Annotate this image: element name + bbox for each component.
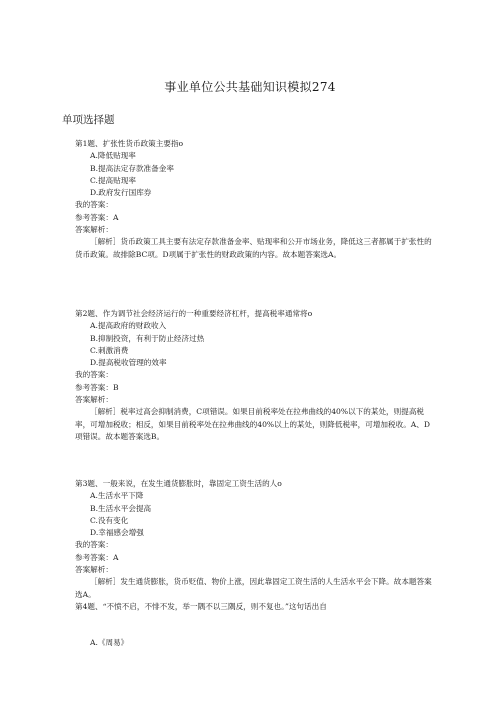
- analysis-label: 答案解析：: [75, 565, 113, 575]
- option-a: A.降低贴现率: [90, 151, 136, 161]
- option-b: B.生活水平会提高: [90, 503, 152, 513]
- reference-answer: 参考答案：B: [75, 382, 119, 392]
- option-d: D.幸福感会增强: [90, 528, 144, 538]
- question-stem: 第2题、作为调节社会经济运行的一种重要经济杠杆，提高税率通常将o: [75, 309, 313, 318]
- option-a: A.提高政府的财政收入: [90, 321, 167, 331]
- document-title: 事业单位公共基础知识模拟274: [164, 80, 336, 94]
- my-answer-label: 我的答案：: [75, 370, 113, 380]
- option-b: B.提高法定存款准备金率: [90, 163, 174, 173]
- question-stem: 第1题、扩张性货币政策主要指o: [75, 139, 184, 148]
- option-a: A.《周易》: [90, 638, 129, 647]
- explanation-text: ［解析］发生通货膨胀，货币贬值、物价上涨，因此靠固定工资生活的人生活水平会下降。故本题答案选A。: [75, 577, 432, 599]
- explanation-text: ［解析］税率过高会抑制消费，C项错误。如果目前税率处在拉弗曲线的40%以下的某处，则提高税率，可增加税收；相反，如果目前税率处在拉弗曲线的40%以上的某处，则降低税率，可增加税收。A、D项错误。故本题答案选B。: [75, 407, 430, 441]
- reference-answer: 参考答案：A: [75, 212, 119, 222]
- option-d: D.提高税收管理的效率: [90, 358, 167, 368]
- question-stem: 第4题、“不愤不启，不悱不发，举一隅不以三隅反，则不复也。”这句话出自: [75, 601, 327, 611]
- analysis-label: 答案解析：: [75, 395, 113, 405]
- option-c: C.刺激消费: [90, 345, 129, 355]
- my-answer-label: 我的答案：: [75, 200, 113, 210]
- my-answer-label: 我的答案：: [75, 540, 113, 550]
- option-c: C.提高贴现率: [90, 175, 136, 185]
- explanation-text: ［解析］货币政策工具主要有法定存款准备金率、贴现率和公开市场业务，降低这三者都属于扩张性的货币政策。故排除BC项。D项属于扩张性的财政政策的内容。故本题答案选A。: [75, 237, 432, 259]
- option-c: C.没有变化: [90, 515, 129, 525]
- analysis-label: 答案解析：: [75, 225, 113, 235]
- question-1: [75, 138, 435, 261]
- option-d: D.政府发行国库券: [90, 188, 152, 198]
- option-b: B.抑制投资，有利于防止经济过热: [90, 333, 205, 343]
- question-stem: 第3题、一般来说，在发生通货膨胀时，靠固定工资生活的人o: [75, 479, 282, 488]
- question-2: [75, 308, 435, 443]
- question-3: [75, 478, 435, 613]
- option-a: A.生活水平下降: [90, 491, 144, 501]
- reference-answer: 参考答案：A: [75, 552, 119, 562]
- section-heading: 单项选择题: [62, 114, 115, 126]
